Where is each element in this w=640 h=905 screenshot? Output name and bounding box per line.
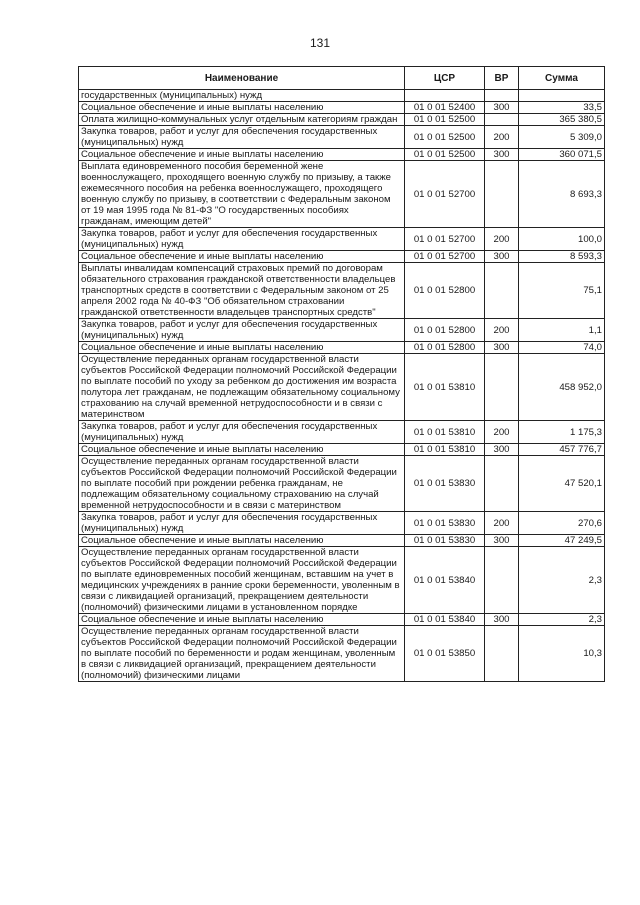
- cell-name: Осуществление переданных органам государственной власти субъектов Российской Федерации полномочий Российской Федерации по выплате единовременных пособий женщинам, вставшим на учет в медицинских учреждениях в ранние сроки беременности, уволенным в связи с ликвидацией организаций, прекращением деятельности (полномочий) физическими лицами в установленном порядке: [79, 547, 405, 614]
- cell-vr: [485, 354, 519, 421]
- table-row: [79, 456, 605, 512]
- cell-name: Социальное обеспечение и иные выплаты населению: [79, 251, 405, 263]
- cell-name: Социальное обеспечение и иные выплаты населению: [79, 614, 405, 626]
- cell-name: государственных (муниципальных) нужд: [79, 90, 405, 102]
- table-row: [79, 228, 605, 251]
- cell-vr: 200: [485, 319, 519, 342]
- table-header-row: [79, 67, 605, 90]
- cell-name: Осуществление переданных органам государственной власти субъектов Российской Федерации полномочий Российской Федерации по выплате пособий при рождении ребенка гражданам, не подлежащим обязательному социальному страхованию на случай временной нетрудоспособности и в связи с материнством: [79, 456, 405, 512]
- cell-vr: 200: [485, 512, 519, 535]
- cell-name: Закупка товаров, работ и услуг для обеспечения государственных (муниципальных) нужд: [79, 126, 405, 149]
- table-row: [79, 126, 605, 149]
- table-row: [79, 161, 605, 228]
- cell-name: Осуществление переданных органам государственной власти субъектов Российской Федерации полномочий Российской Федерации по выплате пособий по беременности и родам женщинам, уволенным в связи с ликвидацией организаций, прекращением деятельности (полномочий) физическими лицами: [79, 626, 405, 682]
- cell-vr: 300: [485, 614, 519, 626]
- cell-csr: 01 0 01 52400: [405, 102, 485, 114]
- page-number: 131: [309, 36, 331, 50]
- cell-csr: 01 0 01 53830: [405, 535, 485, 547]
- cell-csr: 01 0 01 53850: [405, 626, 485, 682]
- cell-sum: 8 593,3: [519, 251, 605, 263]
- cell-name: Оплата жилищно-коммунальных услуг отдельным категориям граждан: [79, 114, 405, 126]
- cell-csr: 01 0 01 53840: [405, 547, 485, 614]
- header-name: Наименование: [79, 67, 405, 90]
- cell-vr: 300: [485, 251, 519, 263]
- cell-sum: 75,1: [519, 263, 605, 319]
- cell-name: Социальное обеспечение и иные выплаты населению: [79, 444, 405, 456]
- table-row: [79, 535, 605, 547]
- cell-sum: 47 520,1: [519, 456, 605, 512]
- cell-sum: 2,3: [519, 547, 605, 614]
- cell-csr: 01 0 01 53830: [405, 456, 485, 512]
- cell-csr: 01 0 01 52800: [405, 342, 485, 354]
- cell-sum: 8 693,3: [519, 161, 605, 228]
- table-row: [79, 512, 605, 535]
- table-row: [79, 114, 605, 126]
- cell-csr: 01 0 01 53810: [405, 354, 485, 421]
- cell-sum: 360 071,5: [519, 149, 605, 161]
- table-row: [79, 354, 605, 421]
- cell-sum: 1 175,3: [519, 421, 605, 444]
- cell-name: Социальное обеспечение и иные выплаты населению: [79, 342, 405, 354]
- table-row: [79, 614, 605, 626]
- header-vr: ВР: [485, 67, 519, 90]
- cell-csr: 01 0 01 52500: [405, 114, 485, 126]
- cell-vr: 200: [485, 126, 519, 149]
- cell-csr: 01 0 01 52700: [405, 161, 485, 228]
- table-row: [79, 444, 605, 456]
- table-row: [79, 90, 605, 102]
- cell-vr: [485, 263, 519, 319]
- cell-name: Выплаты инвалидам компенсаций страховых премий по договорам обязательного страхования гражданской ответственности владельцев транспортных средств в соответствии с Федеральным законом от 25 апреля 2002 года № 40-ФЗ "Об обязательном страховании гражданской ответственности владельцев транспортных средств": [79, 263, 405, 319]
- cell-sum: 74,0: [519, 342, 605, 354]
- cell-name: Закупка товаров, работ и услуг для обеспечения государственных (муниципальных) нужд: [79, 319, 405, 342]
- cell-csr: 01 0 01 53840: [405, 614, 485, 626]
- cell-sum: 47 249,5: [519, 535, 605, 547]
- cell-vr: [485, 547, 519, 614]
- cell-vr: 300: [485, 444, 519, 456]
- table-row: [79, 626, 605, 682]
- cell-csr: 01 0 01 53810: [405, 444, 485, 456]
- cell-csr: 01 0 01 52500: [405, 149, 485, 161]
- cell-sum: 457 776,7: [519, 444, 605, 456]
- cell-sum: 100,0: [519, 228, 605, 251]
- table-row: [79, 251, 605, 263]
- cell-csr: 01 0 01 52700: [405, 228, 485, 251]
- cell-csr: 01 0 01 52800: [405, 263, 485, 319]
- cell-name: Осуществление переданных органам государственной власти субъектов Российской Федерации полномочий Российской Федерации по выплате пособий по уходу за ребенком до достижения им возраста полутора лет гражданам, не подлежащим обязательному социальному страхованию на случай временной нетрудоспособности и в связи с материнством: [79, 354, 405, 421]
- cell-sum: 2,3: [519, 614, 605, 626]
- cell-vr: 300: [485, 149, 519, 161]
- cell-sum: 365 380,5: [519, 114, 605, 126]
- cell-sum: 33,5: [519, 102, 605, 114]
- cell-name: Закупка товаров, работ и услуг для обеспечения государственных (муниципальных) нужд: [79, 228, 405, 251]
- cell-csr: 01 0 01 53830: [405, 512, 485, 535]
- cell-csr: 01 0 01 52500: [405, 126, 485, 149]
- cell-name: Выплата единовременного пособия беременной жене военнослужащего, проходящего военную службу по призыву, а также ежемесячного пособия на ребенка военнослужащего, проходящего военную службу по призыву, в соответствии с Федеральным законом от 19 мая 1995 года № 81-ФЗ "О государственных пособиях гражданам, имеющим детей": [79, 161, 405, 228]
- header-csr: ЦСР: [405, 67, 485, 90]
- cell-sum: 270,6: [519, 512, 605, 535]
- cell-vr: [485, 626, 519, 682]
- cell-name: Закупка товаров, работ и услуг для обеспечения государственных (муниципальных) нужд: [79, 512, 405, 535]
- header-sum: Сумма: [519, 67, 605, 90]
- cell-vr: [485, 114, 519, 126]
- cell-sum: 10,3: [519, 626, 605, 682]
- cell-vr: [485, 161, 519, 228]
- cell-name: Социальное обеспечение и иные выплаты населению: [79, 102, 405, 114]
- cell-vr: [485, 456, 519, 512]
- table-row: [79, 263, 605, 319]
- table-row: [79, 319, 605, 342]
- cell-vr: 200: [485, 228, 519, 251]
- table-row: [79, 102, 605, 114]
- cell-vr: [485, 90, 519, 102]
- cell-vr: 200: [485, 421, 519, 444]
- cell-vr: 300: [485, 535, 519, 547]
- cell-name: Закупка товаров, работ и услуг для обеспечения государственных (муниципальных) нужд: [79, 421, 405, 444]
- cell-csr: [405, 90, 485, 102]
- table-row: [79, 421, 605, 444]
- budget-table: [78, 66, 605, 682]
- cell-sum: [519, 90, 605, 102]
- table-row: [79, 547, 605, 614]
- cell-vr: 300: [485, 102, 519, 114]
- cell-sum: 1,1: [519, 319, 605, 342]
- table-row: [79, 149, 605, 161]
- cell-csr: 01 0 01 52700: [405, 251, 485, 263]
- cell-sum: 458 952,0: [519, 354, 605, 421]
- cell-name: Социальное обеспечение и иные выплаты населению: [79, 535, 405, 547]
- cell-vr: 300: [485, 342, 519, 354]
- cell-csr: 01 0 01 52800: [405, 319, 485, 342]
- cell-csr: 01 0 01 53810: [405, 421, 485, 444]
- cell-sum: 5 309,0: [519, 126, 605, 149]
- table-row: [79, 342, 605, 354]
- cell-name: Социальное обеспечение и иные выплаты населению: [79, 149, 405, 161]
